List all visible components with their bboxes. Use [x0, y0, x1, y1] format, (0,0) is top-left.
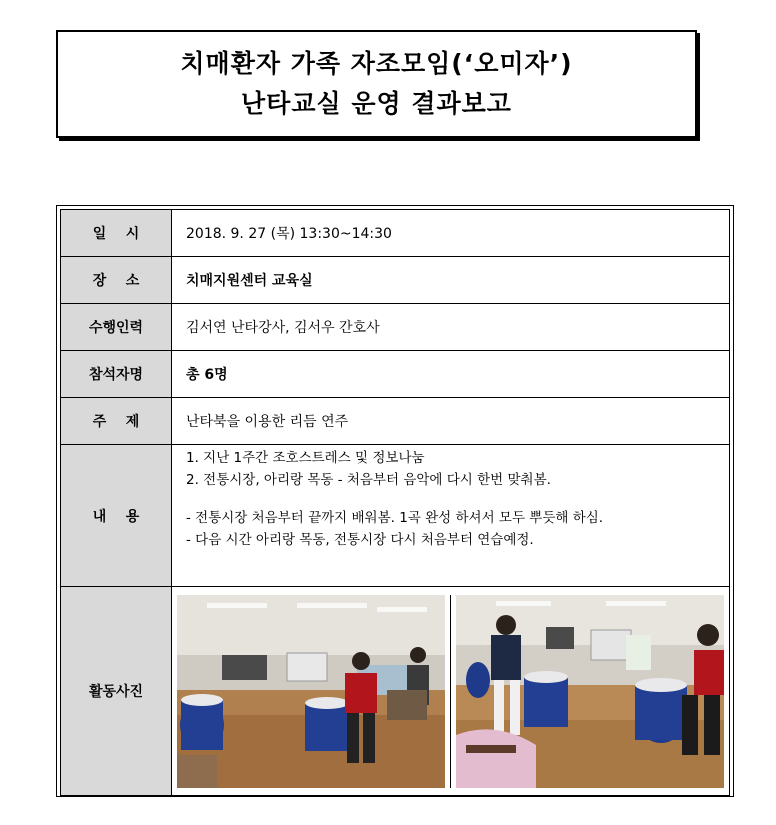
photos-label: 활동사진 — [61, 587, 172, 796]
row-place — [61, 257, 730, 304]
subject-value: 난타북을 이용한 리듬 연주 — [172, 398, 730, 445]
activity-photo-2 — [456, 595, 724, 788]
row-staff — [61, 304, 730, 351]
report-title-line1: 치매환자 가족 자조모임(‘오미자’) — [180, 49, 573, 78]
content-line-4: - 다음 시간 아리랑 목동, 전통시장 다시 처음부터 연습예정. — [186, 532, 534, 548]
subject-label: 주 제 — [61, 398, 172, 445]
row-subject — [61, 398, 730, 445]
content-label: 내 용 — [61, 445, 172, 587]
attendees-label: 참석자명 — [61, 351, 172, 398]
row-date — [61, 210, 730, 257]
report-title-box — [56, 30, 697, 138]
place-label: 장 소 — [61, 257, 172, 304]
photo-cell-left — [172, 595, 450, 788]
date-label: 일 시 — [61, 210, 172, 257]
row-photos — [61, 587, 730, 796]
content-line-3: - 전통시장 처음부터 끝까지 배워봄. 1곡 완성 하셔서 모두 뿌듯해 하심. — [186, 510, 604, 526]
row-content — [61, 445, 730, 587]
content-value — [172, 445, 730, 587]
place-value: 치매지원센터 교육실 — [172, 257, 730, 304]
report-table-frame — [56, 205, 734, 797]
attendees-value: 총 6명 — [172, 351, 730, 398]
staff-label: 수행인력 — [61, 304, 172, 351]
photo-pair — [172, 595, 729, 788]
staff-value: 김서연 난타강사, 김서우 간호사 — [172, 304, 730, 351]
row-attendees — [61, 351, 730, 398]
report-table — [60, 209, 730, 796]
photo-cell-right — [450, 595, 729, 788]
date-value: 2018. 9. 27 (목) 13:30~14:30 — [172, 210, 730, 257]
photos-value — [172, 587, 730, 796]
content-line-1: 1. 지난 1주간 조호스트레스 및 정보나눔 — [186, 450, 425, 466]
activity-photo-1 — [177, 595, 445, 788]
report-title-line2: 난타교실 운영 결과보고 — [241, 89, 512, 118]
content-line-2: 2. 전통시장, 아리랑 목동 - 처음부터 음악에 다시 한번 맞춰봄. — [186, 472, 551, 488]
